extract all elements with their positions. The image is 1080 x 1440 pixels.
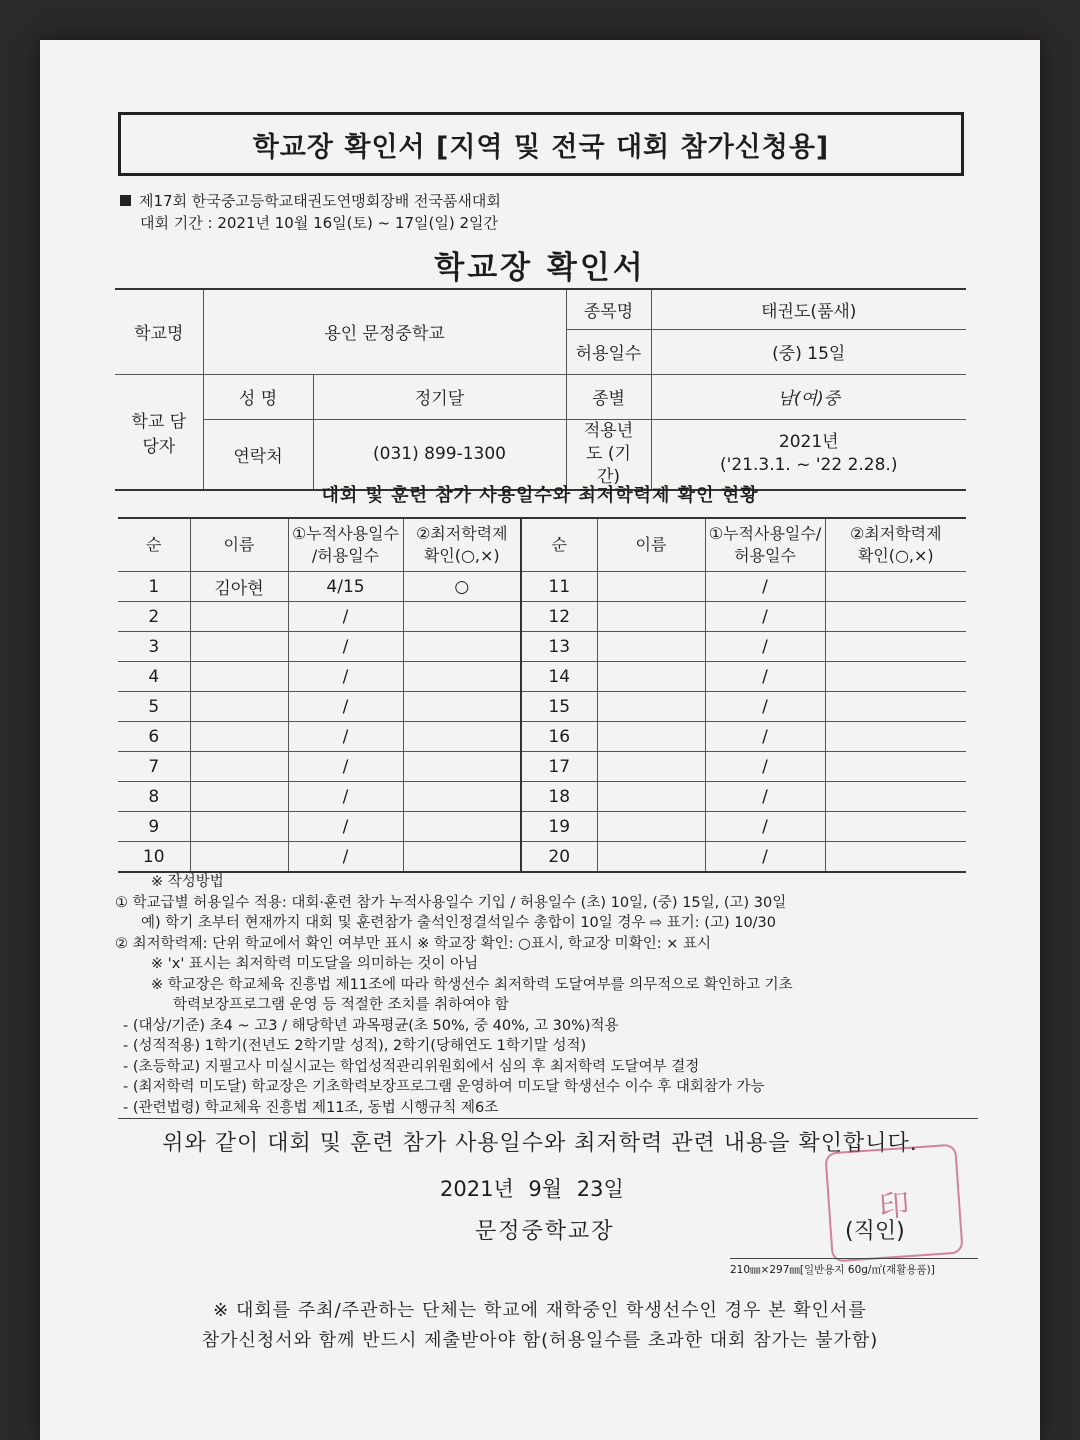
divider — [730, 1258, 978, 1259]
cell-days: / — [705, 572, 825, 602]
cell-days: / — [288, 632, 403, 662]
cell-days: / — [288, 692, 403, 722]
school-info-table — [115, 288, 966, 491]
cell-no: 4 — [118, 662, 190, 692]
cell-check — [403, 842, 521, 873]
cell-check — [825, 662, 966, 692]
cell-name — [597, 662, 705, 692]
cell-days: / — [705, 692, 825, 722]
cell-days: / — [705, 722, 825, 752]
cell-name — [190, 632, 288, 662]
cell-no: 5 — [118, 692, 190, 722]
note-item: - (관련법령) 학교체육 진흥법 제11조, 동법 시행규칙 제6조 — [123, 1099, 499, 1116]
col-days-header: ①누적사용일수 /허용일수 — [288, 518, 403, 572]
category-label: 종별 — [566, 374, 651, 419]
cell-no: 10 — [118, 842, 190, 873]
cell-days: / — [705, 632, 825, 662]
table-row — [118, 842, 966, 873]
writing-instructions — [115, 872, 975, 1118]
note-item: 학력보장프로그램 운영 등 적절한 조치를 취하여야 함 — [173, 997, 509, 1013]
cell-days: / — [288, 662, 403, 692]
confirmation-statement: 위와 같이 대회 및 훈련 참가 사용일수와 최저학력 관련 내용을 확인합니다. — [162, 1131, 918, 1156]
cell-no: 2 — [118, 602, 190, 632]
cell-days: / — [705, 752, 825, 782]
header-title-box — [118, 112, 964, 176]
category-value: 남(여)중 — [651, 374, 966, 419]
table-row — [118, 782, 966, 812]
table-row — [118, 722, 966, 752]
cell-check — [825, 632, 966, 662]
school-label: 학교명 — [115, 289, 203, 374]
section-title: 대회 및 훈련 참가 사용일수와 최저학력제 확인 현황 — [321, 485, 759, 506]
contact-value: (031) 899-1300 — [313, 419, 566, 490]
cell-days: / — [705, 812, 825, 842]
school-value: 용인 문정중학교 — [203, 289, 566, 374]
cell-name — [190, 662, 288, 692]
event-label: 종목명 — [566, 289, 651, 329]
cell-name — [190, 752, 288, 782]
cell-check: ○ — [403, 572, 521, 602]
paper-spec: 210㎜×297㎜[일반용지 60g/㎡(재활용품)] — [730, 1264, 935, 1276]
note-item: - (최저학력 미도달) 학교장은 기초학력보장프로그램 운영하여 미도달 학생선수 이수 후 대회참가 가능 — [123, 1079, 765, 1095]
cell-check — [825, 572, 966, 602]
year-period: ('21.3.1. ~ '22 2.28.) — [720, 455, 898, 475]
col-no-header-right: 순 — [521, 518, 597, 572]
cell-check — [825, 812, 966, 842]
footer-line: ※ 대회를 주최/주관하는 단체는 학교에 재학중인 학생선수인 경우 본 확인서를 — [213, 1300, 867, 1321]
cell-check — [825, 782, 966, 812]
cell-days: / — [288, 842, 403, 873]
cell-no: 8 — [118, 782, 190, 812]
col-name-header-right: 이름 — [597, 518, 705, 572]
cell-no: 20 — [521, 842, 597, 873]
cell-days: / — [288, 602, 403, 632]
cell-days: / — [705, 602, 825, 632]
document-sheet — [40, 40, 1040, 1440]
cell-check — [403, 662, 521, 692]
name-value: 정기달 — [313, 374, 566, 419]
table-row — [118, 572, 966, 602]
seal-label: (직인) — [845, 1219, 905, 1244]
cell-name: 김아현 — [190, 572, 288, 602]
cell-days: / — [705, 842, 825, 873]
cell-name — [190, 782, 288, 812]
roster-table — [118, 517, 966, 873]
cell-no: 19 — [521, 812, 597, 842]
cell-days: / — [288, 722, 403, 752]
cell-name — [597, 782, 705, 812]
event-name: 제17회 한국중고등학교태권도연맹회장배 전국품새대회 — [139, 192, 501, 210]
cell-name — [597, 812, 705, 842]
cell-name — [597, 752, 705, 782]
cell-no: 17 — [521, 752, 597, 782]
cell-check — [403, 752, 521, 782]
cell-check — [403, 692, 521, 722]
cell-name — [190, 692, 288, 722]
note-item: ① 학교급별 허용일수 적용: 대회·훈련 참가 누적사용일수 기입 / 허용일수 (초) 10일, (중) 15일, (고) 30일 — [115, 894, 787, 911]
allowed-days-label: 허용일수 — [566, 329, 651, 374]
year-value: 2021년 — [778, 432, 839, 452]
note-heading: ※ 작성방법 — [151, 874, 224, 890]
cell-check — [825, 692, 966, 722]
year-label: 적용년도 (기간) — [566, 419, 651, 490]
divider — [118, 1118, 978, 1119]
cell-days: / — [705, 782, 825, 812]
official-seal-stamp: 印 — [824, 1144, 963, 1263]
cell-check — [403, 722, 521, 752]
header-title: 학교장 확인서 [지역 및 전국 대회 참가신청용] — [252, 131, 830, 163]
footer-line: 참가신청서와 함께 반드시 제출받아야 함(허용일수를 초과한 대회 참가는 불가함) — [201, 1330, 879, 1351]
cell-name — [597, 602, 705, 632]
cell-name — [190, 722, 288, 752]
note-item: ※ 'x' 표시는 최저학력 미도달을 의미하는 것이 아님 — [151, 956, 479, 972]
cell-check — [825, 602, 966, 632]
cell-name — [597, 842, 705, 873]
col-check-header-right: ②최저학력제 확인(○,×) — [825, 518, 966, 572]
cell-no: 9 — [118, 812, 190, 842]
cell-check — [403, 632, 521, 662]
issue-date: 2021년 9월 23일 — [440, 1177, 624, 1201]
name-label: 성 명 — [203, 374, 313, 419]
cell-name — [190, 812, 288, 842]
note-item: - (대상/기준) 초4 ~ 고3 / 해당학년 과목평균(초 50%, 중 40%, 고 30%)적용 — [123, 1017, 619, 1034]
cell-name — [597, 572, 705, 602]
roster-body — [118, 572, 966, 873]
cell-no: 16 — [521, 722, 597, 752]
table-row — [118, 602, 966, 632]
note-item: - (성적적용) 1학기(전년도 2학기말 성적), 2학기(당해연도 1학기말 성적) — [123, 1038, 587, 1054]
cell-check — [403, 782, 521, 812]
square-bullet-icon — [120, 195, 131, 206]
table-row — [118, 752, 966, 782]
cell-no: 3 — [118, 632, 190, 662]
cell-name — [597, 632, 705, 662]
cell-days: / — [288, 752, 403, 782]
cell-no: 15 — [521, 692, 597, 722]
cell-check — [825, 842, 966, 873]
cell-days: / — [288, 812, 403, 842]
footer-notice — [40, 1296, 1040, 1356]
cell-no: 7 — [118, 752, 190, 782]
cell-days: 4/15 — [288, 572, 403, 602]
allowed-days-value: (중) 15일 — [651, 329, 966, 374]
col-name-header: 이름 — [190, 518, 288, 572]
cell-no: 18 — [521, 782, 597, 812]
contact-label: 연락처 — [203, 419, 313, 490]
cell-name — [597, 692, 705, 722]
cell-check — [403, 812, 521, 842]
cell-name — [597, 722, 705, 752]
cell-days: / — [288, 782, 403, 812]
event-period: 대회 기간 : 2021년 10월 16일(토) ~ 17일(일) 2일간 — [140, 214, 499, 232]
table-row — [118, 692, 966, 722]
table-row — [118, 812, 966, 842]
cell-name — [190, 602, 288, 632]
note-item: - (초등학교) 지필고사 미실시교는 학업성적관리위원회에서 심의 후 최저학력 도달여부 결정 — [123, 1058, 700, 1075]
cell-check — [825, 722, 966, 752]
principal-title: 문정중학교장 — [475, 1219, 615, 1244]
cell-no: 11 — [521, 572, 597, 602]
col-check-header: ②최저학력제 확인(○,×) — [403, 518, 521, 572]
event-value: 태권도(품새) — [651, 289, 966, 329]
table-row — [118, 662, 966, 692]
note-item: ② 최저학력제: 단위 학교에서 확인 여부만 표시 ※ 학교장 확인: ○표시, 학교장 미확인: × 표시 — [115, 935, 711, 952]
event-info — [120, 190, 501, 234]
note-item: ※ 학교장은 학교체육 진흥법 제11조에 따라 학생선수 최저학력 도달여부를 의무적으로 확인하고 기초 — [151, 976, 793, 993]
cell-check — [825, 752, 966, 782]
col-days-header-right: ①누적사용일수/ 허용일수 — [705, 518, 825, 572]
note-item: 예) 학기 초부터 현재까지 대회 및 훈련참가 출석인정결석일수 총합이 10일 경우 ⇨ 표기: (고) 10/30 — [141, 915, 777, 931]
table-row — [118, 632, 966, 662]
cell-no: 12 — [521, 602, 597, 632]
cell-days: / — [705, 662, 825, 692]
cell-no: 13 — [521, 632, 597, 662]
cell-no: 14 — [521, 662, 597, 692]
col-no-header: 순 — [118, 518, 190, 572]
document-title: 학교장 확인서 — [434, 250, 646, 286]
cell-name — [190, 842, 288, 873]
manager-label: 학교 담당자 — [115, 374, 203, 490]
cell-check — [403, 602, 521, 632]
cell-no: 1 — [118, 572, 190, 602]
cell-no: 6 — [118, 722, 190, 752]
